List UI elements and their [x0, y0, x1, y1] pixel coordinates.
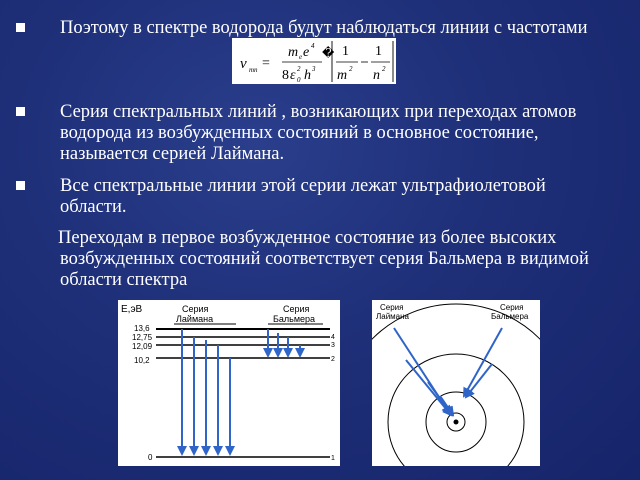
formula-numerator-exp: 4 — [311, 42, 315, 50]
orbit-lyman-arrow — [406, 360, 451, 415]
formula-n: n — [373, 68, 380, 83]
balmer-paragraph: Переходам в первое возбужденное состояние из более высоких возбужденных состояний соответствует серия Бальмера в видимой области спектра — [58, 228, 589, 290]
orbit-lyman-label-line1: Серия — [380, 303, 404, 312]
formula-denominator-h-exp: 3 — [312, 65, 316, 73]
orbit-4 — [372, 304, 540, 466]
orbit-lyman-label-line2: Лаймана — [376, 312, 409, 321]
formula-denominator-eps: ε — [290, 68, 296, 83]
formula-numerator-e: e — [303, 45, 310, 60]
rydberg-formula — [232, 38, 396, 84]
formula-equals: = — [262, 56, 270, 71]
formula-denominator-eps-sub: 0 — [297, 76, 301, 84]
formula-denominator-eps-exp: 2 — [297, 65, 301, 73]
bullet-frequencies — [16, 18, 616, 39]
energy-0: 0 — [148, 453, 153, 462]
formula-one-b: 1 — [375, 44, 382, 59]
orbit-3 — [388, 354, 524, 466]
formula-n-exp: 2 — [382, 65, 386, 73]
energy-axis-label: E,эВ — [121, 304, 143, 315]
energy-13-6: 13,6 — [134, 324, 150, 333]
energy-level-diagram — [118, 300, 340, 466]
bullet-square-icon — [16, 181, 25, 190]
bullet-ultraviolet — [16, 176, 616, 218]
orbit-balmer-label-line2: Бальмера — [491, 312, 529, 321]
formula-denominator-h: h — [304, 68, 311, 83]
lyman-label-line2: Лаймана — [176, 314, 214, 324]
bullet-square-icon — [16, 23, 25, 32]
formula-m: m — [337, 68, 348, 83]
formula-nu-sub: mn — [249, 66, 258, 74]
bullet-square-icon — [16, 107, 25, 116]
balmer-label-line2: Бальмера — [273, 314, 316, 324]
formula-numerator: m — [288, 45, 299, 60]
balmer-label-line1: Серия — [283, 304, 310, 314]
bullet-text: Серия спектральных линий , возникающих при переходах атомов водорода из возбужденных состояний в основное состояние, называется серией Лаймана. — [60, 102, 577, 164]
formula-numerator-sub: e — [299, 53, 303, 61]
formula-glyph: � — [322, 46, 335, 60]
lyman-label-line1: Серия — [182, 304, 209, 314]
orbit-lyman-arrow — [428, 382, 452, 415]
bullet-lyman-definition — [16, 102, 616, 165]
level-number-1: 1 — [331, 455, 335, 462]
orbit-balmer-arrow — [464, 328, 502, 396]
orbit-diagram — [372, 300, 540, 466]
level-number-4: 4 — [331, 334, 335, 341]
energy-12-75: 12,75 — [132, 333, 153, 342]
formula-one-a: 1 — [342, 44, 349, 59]
energy-10-2: 10,2 — [134, 356, 150, 365]
formula-denominator-coef: 8 — [282, 68, 289, 83]
formula-nu: ν — [240, 56, 247, 72]
energy-12-09: 12,09 — [132, 342, 153, 351]
level-number-3: 3 — [331, 342, 335, 349]
orbit-balmer-label-line1: Серия — [500, 303, 524, 312]
level-number-2: 2 — [331, 356, 335, 363]
nucleus — [454, 420, 459, 425]
formula-m-exp: 2 — [349, 65, 353, 73]
bullet-text: Поэтому в спектре водорода будут наблюдаться линии с частотами — [60, 18, 588, 38]
bullet-text: Все спектральные линии этой серии лежат ультрафиолетовой области. — [60, 176, 546, 217]
